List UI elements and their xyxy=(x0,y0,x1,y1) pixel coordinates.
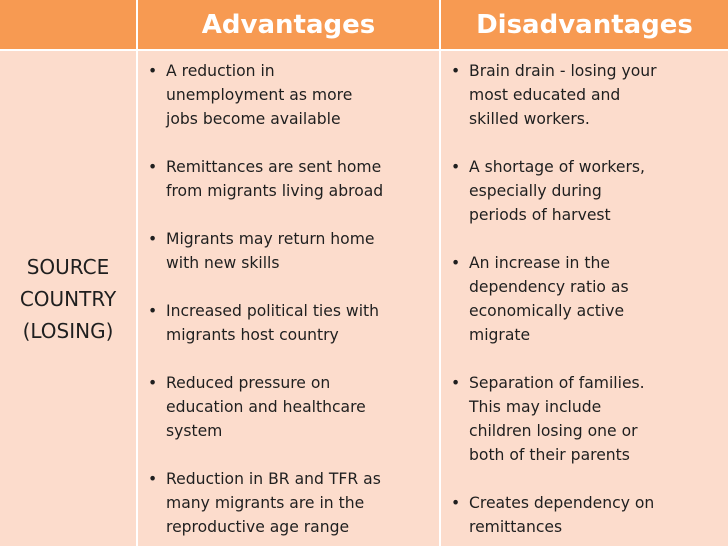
advantage-item xyxy=(146,371,433,443)
row-label-line: COUNTRY xyxy=(19,286,117,311)
row-label-line: SOURCE xyxy=(26,254,110,279)
advantage-item xyxy=(146,467,433,539)
disadvantage-item xyxy=(449,155,722,227)
advantages-list xyxy=(146,59,433,539)
advantage-text: A reduction in unemployment as more jobs become available xyxy=(166,62,353,128)
row-label-line: (LOSING) xyxy=(22,318,114,343)
disadvantage-text: An increase in the dependency ratio as economically active migrate xyxy=(469,254,629,344)
disadvantage-text: A shortage of workers, especially during periods of harvest xyxy=(469,158,645,224)
advantage-item xyxy=(146,299,433,347)
advantage-text: Reduction in BR and TFR as many migrants are in the reproductive age range xyxy=(166,470,381,536)
advantages-cell xyxy=(138,49,441,546)
bullet-icon: • xyxy=(148,158,158,176)
bullet-icon: • xyxy=(451,158,461,176)
disadvantage-item xyxy=(449,59,722,131)
advantage-text: Reduced pressure on education and healthcare system xyxy=(166,374,366,440)
disadvantage-item xyxy=(449,251,722,347)
bullet-icon: • xyxy=(148,62,158,80)
advantage-item xyxy=(146,155,433,203)
advantage-text: Remittances are sent home from migrants living abroad xyxy=(166,158,384,200)
bullet-icon: • xyxy=(451,374,461,392)
bullet-icon: • xyxy=(451,254,461,272)
disadvantages-list xyxy=(449,59,722,539)
disadvantage-item xyxy=(449,371,722,467)
advantage-item xyxy=(146,59,433,131)
disadvantage-text: Creates dependency on remittances xyxy=(469,494,655,536)
disadvantage-item xyxy=(449,491,722,539)
disadvantage-text: Brain drain - losing your most educated and skilled workers. xyxy=(469,62,657,128)
bullet-icon: • xyxy=(451,494,461,512)
advantage-text: Increased political ties with migrants host country xyxy=(166,302,380,344)
disadvantage-text: Separation of families. This may include children losing one or both of their parents xyxy=(469,374,645,464)
header-corner-cell xyxy=(0,0,138,49)
row-label-source-country xyxy=(0,49,138,546)
bullet-icon: • xyxy=(451,62,461,80)
disadvantages-cell xyxy=(441,49,728,546)
bullet-icon: • xyxy=(148,230,158,248)
advantage-item xyxy=(146,227,433,275)
header-disadvantages: Disadvantages xyxy=(441,0,728,49)
header-advantages: Advantages xyxy=(138,0,441,49)
bullet-icon: • xyxy=(148,470,158,488)
bullet-icon: • xyxy=(148,374,158,392)
bullet-icon: • xyxy=(148,302,158,320)
advantage-text: Migrants may return home with new skills xyxy=(166,230,375,272)
